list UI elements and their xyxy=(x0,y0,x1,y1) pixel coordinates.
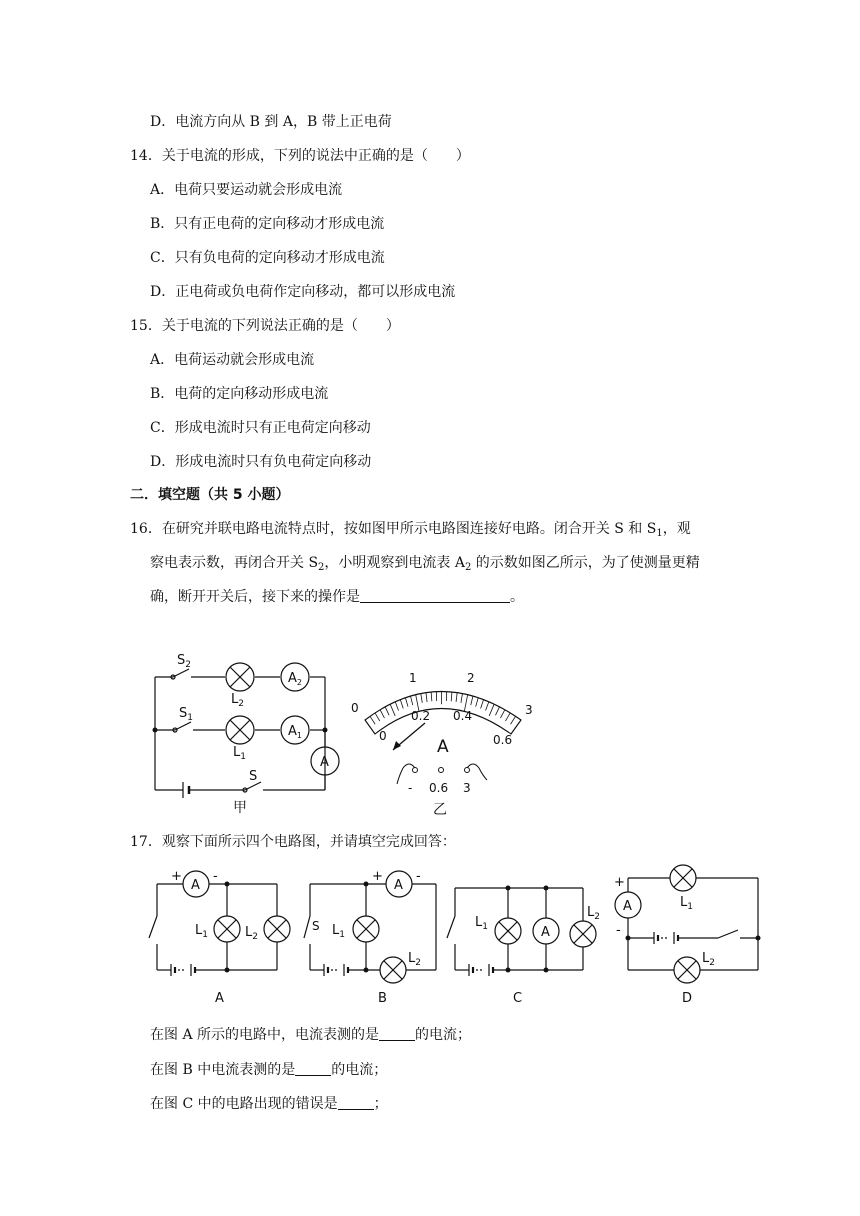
tick-label: 0.6 xyxy=(493,733,513,747)
label-a: A xyxy=(541,925,550,940)
svg-text:L1 xyxy=(233,745,246,762)
battery-icon xyxy=(183,782,189,798)
svg-text:L2 xyxy=(231,692,244,709)
q17-text: 在图 C 中的电路出现的错误是 xyxy=(150,1096,338,1112)
figure-caption: 乙 xyxy=(433,802,447,818)
scale-tick xyxy=(456,693,457,702)
plus-sign: + xyxy=(372,869,383,884)
label-a1: A xyxy=(288,724,297,739)
tick-label: 0 xyxy=(379,729,387,743)
label-l2: L xyxy=(587,905,595,920)
minus-sign: - xyxy=(416,869,421,884)
q17-text: ； xyxy=(373,1096,388,1112)
label-l1: L xyxy=(680,895,688,910)
q16-text: 16．在研究并联电路电流特点时，按如图甲所示电路图连接好电路。闭合开关 S 和 S xyxy=(130,521,657,537)
answer-blank[interactable] xyxy=(360,588,510,603)
wire-icon xyxy=(467,764,487,780)
scale-tick xyxy=(511,720,521,734)
circuit-diagram-d xyxy=(608,862,768,1006)
circuit-diagram-b xyxy=(298,866,448,1006)
q16-subscript: 2 xyxy=(464,562,472,573)
q17-text: 的电流； xyxy=(415,1027,472,1043)
q15-option-c: C．形成电流时只有正电荷定向移动 xyxy=(150,420,371,436)
q17-text: 在图 A 所示的电路中，电流表测的是 xyxy=(150,1027,380,1043)
junction-dot xyxy=(364,882,369,887)
ammeter-dial-yi xyxy=(345,668,545,818)
scale-tick xyxy=(476,698,479,707)
q17-stem: 17．观察下面所示四个电路图，并请填空完成回答： xyxy=(130,834,456,850)
subscript: 1 xyxy=(202,930,208,940)
label-a: A xyxy=(623,899,632,914)
subscript: 2 xyxy=(296,678,302,687)
subscript: 2 xyxy=(252,932,258,942)
scale-tick xyxy=(461,694,462,703)
scale-tick xyxy=(505,713,510,721)
junction-dot xyxy=(626,936,631,941)
tick-label: 0.2 xyxy=(411,709,431,723)
q14-option-d: D．正电荷或负电荷作定向移动，都可以形成电流 xyxy=(150,284,456,300)
q15-option-a: A．电荷运动就会形成电流 xyxy=(150,352,315,368)
subscript: 2 xyxy=(415,958,421,968)
label-l2: L xyxy=(231,692,239,707)
scale-tick xyxy=(385,707,389,715)
pointer-arrow-icon xyxy=(393,741,401,750)
plus-sign: + xyxy=(171,869,182,884)
label-l2: L xyxy=(408,951,416,966)
scale-tick xyxy=(500,710,504,718)
q16-text: 。 xyxy=(510,589,524,605)
scale-tick xyxy=(510,716,515,724)
q15-option-d: D．形成电流时只有负电荷定向移动 xyxy=(150,454,372,470)
junction-dot xyxy=(756,936,761,941)
q16-subscript: 1 xyxy=(656,528,663,539)
terminal-label: - xyxy=(408,781,413,795)
svg-text:S2 xyxy=(177,653,191,670)
answer-blank[interactable] xyxy=(338,1095,374,1110)
terminal-label: 3 xyxy=(463,781,471,795)
scale-tick xyxy=(400,700,403,709)
subscript: 2 xyxy=(185,660,191,670)
minus-sign: - xyxy=(213,869,218,884)
label-l2: L xyxy=(245,925,253,940)
svg-text:L1 xyxy=(332,923,345,940)
q16-line-1 xyxy=(130,519,691,544)
label-l1: L xyxy=(195,923,203,938)
q16-text: 察电表示数，再闭合开关 S xyxy=(150,555,319,571)
scale-tick xyxy=(451,692,452,701)
junction-dot xyxy=(544,968,549,973)
section-heading: 二．填空题（共 5 小题） xyxy=(130,487,290,503)
scale-tick xyxy=(411,696,413,705)
q17-text: 在图 B 中电流表测的是 xyxy=(150,1062,296,1078)
scale-tick xyxy=(370,716,375,724)
junction-dot xyxy=(506,968,511,973)
scale-ticks xyxy=(365,692,521,735)
svg-text:L2 xyxy=(587,905,600,922)
junction-dot xyxy=(364,968,369,973)
q13-option-d: D．电流方向从 B 到 A，B 带上正电荷 xyxy=(150,114,392,130)
terminal-label: 0.6 xyxy=(429,781,449,795)
label-a2: A xyxy=(288,671,297,686)
q17-text: 的电流； xyxy=(331,1062,388,1078)
q16-line-2 xyxy=(150,553,700,578)
scale-tick xyxy=(395,702,398,711)
subscript: 2 xyxy=(709,958,715,968)
label-s: S xyxy=(249,769,258,784)
label-s2: S xyxy=(177,653,186,668)
q16-line-3 xyxy=(150,587,524,607)
svg-text:L2 xyxy=(245,925,258,942)
q16-text: 确，断开开关后，接下来的操作是 xyxy=(150,589,360,605)
q17-line-b xyxy=(150,1060,387,1080)
scale-tick xyxy=(486,702,489,711)
scale-tick xyxy=(421,694,422,703)
terminal-icon xyxy=(439,768,444,773)
scale-tick xyxy=(380,710,384,718)
label-a: A xyxy=(191,878,200,893)
label-a: A xyxy=(320,755,329,770)
figure-caption: D xyxy=(682,991,693,1006)
tick-label: 2 xyxy=(467,671,475,685)
figure-caption: C xyxy=(513,991,523,1006)
subscript: 1 xyxy=(296,731,302,740)
junction-dot xyxy=(506,886,511,891)
q14-option-c: C．只有负电荷的定向移动才形成电流 xyxy=(150,250,385,266)
subscript: 1 xyxy=(687,902,693,912)
label-l1: L xyxy=(233,745,241,760)
tick-label: 0.4 xyxy=(453,709,473,723)
junction-dot xyxy=(225,968,230,973)
svg-text:L1 xyxy=(195,923,208,940)
figure-caption: A xyxy=(215,991,224,1006)
svg-text:S1 xyxy=(179,706,193,723)
scale-tick xyxy=(405,698,408,707)
label-l1: L xyxy=(475,915,483,930)
answer-blank[interactable] xyxy=(295,1061,331,1076)
q17-line-c xyxy=(150,1094,388,1114)
svg-text:L1 xyxy=(475,915,488,932)
q14-option-a: A．电荷只要运动就会形成电流 xyxy=(150,182,343,198)
terminal-icon xyxy=(413,768,418,773)
q16-text: 的示数如图乙所示，为了使测量更精 xyxy=(471,555,700,571)
subscript: 2 xyxy=(238,699,244,709)
q16-subscript: 2 xyxy=(318,562,325,573)
junction-dot xyxy=(225,882,230,887)
tick-label: 1 xyxy=(409,671,417,685)
label-l2: L xyxy=(702,951,710,966)
label-s: S xyxy=(312,919,320,933)
scale-tick xyxy=(471,696,473,705)
label-a: A xyxy=(394,878,403,893)
junction-dot xyxy=(153,728,158,733)
figure-caption: 甲 xyxy=(233,800,247,816)
terminal-icon xyxy=(465,768,470,773)
q17-line-a xyxy=(150,1025,471,1045)
subscript: 1 xyxy=(240,752,246,762)
scale-tick xyxy=(375,713,380,721)
q16-text: ，小明观察到电流表 A xyxy=(324,555,465,571)
scale-tick xyxy=(426,693,427,702)
plus-sign: + xyxy=(614,875,625,890)
q15-stem: 15．关于电流的下列说法正确的是（ ） xyxy=(130,318,400,334)
subscript: 1 xyxy=(187,713,193,723)
tick-label: 0 xyxy=(351,701,359,715)
svg-text:L1 xyxy=(680,895,693,912)
unit-label: A xyxy=(437,737,449,757)
minus-sign: - xyxy=(616,923,621,938)
subscript: 2 xyxy=(594,912,600,922)
scale-tick xyxy=(390,704,395,716)
subscript: 1 xyxy=(482,922,488,932)
q15-option-b: B．电荷的定向移动形成电流 xyxy=(150,386,329,402)
circuit-diagram-c xyxy=(443,866,603,1006)
svg-text:L2 xyxy=(702,951,715,968)
junction-dot xyxy=(323,728,328,733)
tick-label: 3 xyxy=(525,703,533,717)
junction-dot xyxy=(544,886,549,891)
label-s1: S xyxy=(179,706,188,721)
label-l1: L xyxy=(332,923,340,938)
figure-caption: B xyxy=(378,991,387,1006)
circuit-diagram-jia xyxy=(145,652,345,817)
scale-tick xyxy=(431,692,432,701)
dial-scale xyxy=(365,692,521,735)
scale-tick xyxy=(489,704,494,716)
q16-text: ，观 xyxy=(662,521,691,537)
q14-stem: 14．关于电流的形成，下列的说法中正确的是（ ） xyxy=(130,148,470,164)
q14-option-b: B．只有正电荷的定向移动才形成电流 xyxy=(150,216,385,232)
scale-tick xyxy=(481,700,484,709)
svg-text:A1 xyxy=(288,724,302,740)
subscript: 1 xyxy=(339,930,345,940)
answer-blank[interactable] xyxy=(379,1026,415,1041)
scale-tick xyxy=(495,707,499,715)
circuit-diagram-a xyxy=(145,866,295,1006)
svg-text:A2 xyxy=(288,671,302,687)
svg-text:L2 xyxy=(408,951,421,968)
